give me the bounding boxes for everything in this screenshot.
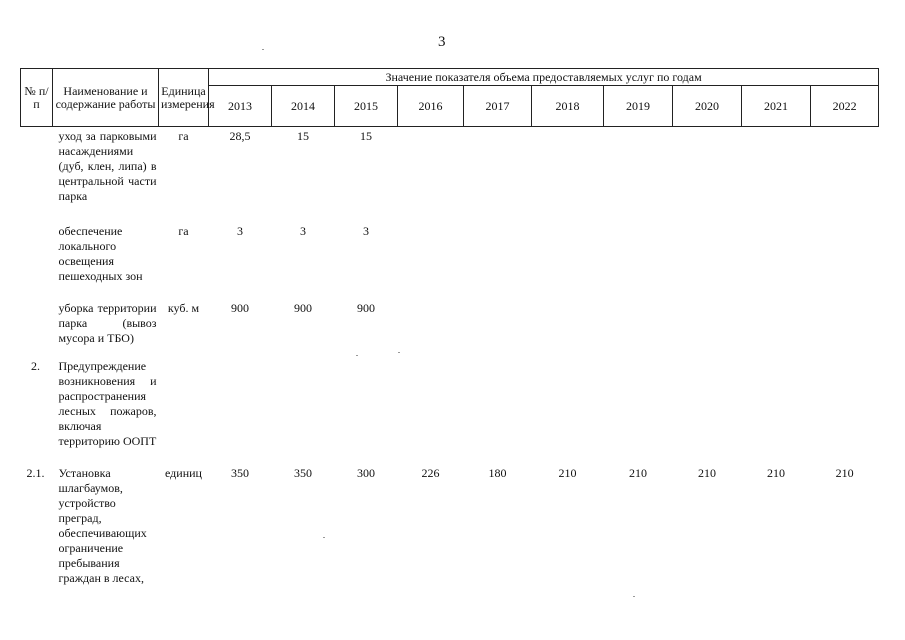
row-number	[21, 224, 53, 301]
row-value: 210	[698, 465, 716, 480]
row-number: 2.	[31, 358, 40, 373]
header-year: 2022	[811, 86, 879, 127]
row-value	[532, 301, 604, 359]
row-value	[811, 127, 879, 224]
row-value: 180	[488, 465, 507, 480]
header-year: 2020	[673, 86, 742, 127]
row-value	[272, 359, 335, 466]
services-volume-table	[20, 68, 879, 586]
row-value: 28,5	[229, 129, 251, 143]
row-value	[673, 224, 742, 301]
header-year: 2018	[532, 86, 604, 127]
header-year: 2013	[209, 86, 272, 127]
row-value: 900	[231, 300, 249, 315]
header-year: 2014	[272, 86, 335, 127]
row-value	[811, 224, 879, 301]
row-value	[742, 224, 811, 301]
row-value	[604, 127, 673, 224]
table-row	[21, 301, 879, 359]
row-value: 210	[767, 465, 785, 480]
header-year: 2015	[335, 86, 398, 127]
row-name: уход за парковыми насаждениями (дуб, клен, липа) в центральной части парка	[58, 129, 157, 203]
row-value	[673, 127, 742, 224]
page-number: 3	[438, 34, 446, 50]
table-row	[21, 359, 879, 466]
row-unit	[159, 359, 209, 466]
header-year: 2021	[742, 86, 811, 127]
scan-speck	[262, 49, 264, 50]
row-value: 3	[237, 223, 243, 238]
row-value	[811, 301, 879, 359]
row-value	[673, 301, 742, 359]
row-value: 210	[558, 465, 577, 480]
row-value	[398, 301, 464, 359]
row-value: 900	[357, 300, 375, 315]
row-unit: куб. м	[167, 300, 200, 315]
table-row	[21, 127, 879, 224]
header-year: 2019	[604, 86, 673, 127]
row-value	[604, 301, 673, 359]
row-name: Предупреждение возникновения и распространения лесных пожаров, включая территорию ООПТ	[58, 358, 157, 448]
header-years-group: Значение показателя объема предоставляемых услуг по годам	[209, 69, 879, 86]
row-value	[209, 359, 272, 466]
row-value: 3	[363, 223, 369, 238]
row-value	[604, 359, 673, 466]
row-value: 350	[231, 465, 249, 480]
row-value: 350	[294, 465, 312, 480]
row-value	[532, 224, 604, 301]
scan-speck	[633, 596, 635, 597]
row-value	[398, 127, 464, 224]
row-name: Установка шлагбаумов, устройство преград, обеспечивающих ограничение пребывания граждан в лесах,	[58, 465, 147, 585]
row-value: 300	[357, 465, 375, 480]
row-value	[532, 127, 604, 224]
row-value	[398, 359, 464, 466]
header-number: № п/п	[21, 69, 53, 127]
row-value	[464, 224, 532, 301]
scan-speck	[398, 352, 400, 353]
row-number	[21, 301, 53, 359]
row-value	[811, 359, 879, 466]
row-unit: единиц	[165, 465, 202, 480]
header-name: Наименование и содержание работы	[53, 69, 159, 127]
row-number	[21, 127, 53, 224]
row-value	[464, 127, 532, 224]
row-value	[673, 359, 742, 466]
row-value: 15	[297, 129, 309, 143]
table-row	[21, 466, 879, 586]
row-value	[742, 359, 811, 466]
row-value: 210	[835, 465, 854, 480]
row-value	[604, 224, 673, 301]
table-row	[21, 224, 879, 301]
header-unit: Единица измерения	[159, 69, 209, 127]
row-value	[464, 359, 532, 466]
row-unit: га	[178, 129, 189, 143]
row-value: 15	[360, 129, 372, 143]
row-value	[335, 359, 398, 466]
row-value: 3	[300, 223, 306, 238]
row-unit: га	[178, 223, 189, 238]
scan-speck	[356, 355, 358, 356]
row-value: 900	[294, 300, 312, 315]
row-value	[532, 359, 604, 466]
row-value	[464, 301, 532, 359]
row-name: обеспечение локального освещения пешеходных зон	[58, 223, 143, 283]
scan-speck	[323, 537, 325, 538]
row-value	[398, 224, 464, 301]
row-value	[742, 127, 811, 224]
row-value	[742, 301, 811, 359]
header-year: 2017	[464, 86, 532, 127]
row-number: 2.1.	[26, 465, 45, 480]
row-value: 226	[421, 465, 440, 480]
header-year: 2016	[398, 86, 464, 127]
row-value: 210	[629, 465, 647, 480]
row-name: уборка территории парка (вывоз мусора и ТБО)	[58, 300, 157, 345]
